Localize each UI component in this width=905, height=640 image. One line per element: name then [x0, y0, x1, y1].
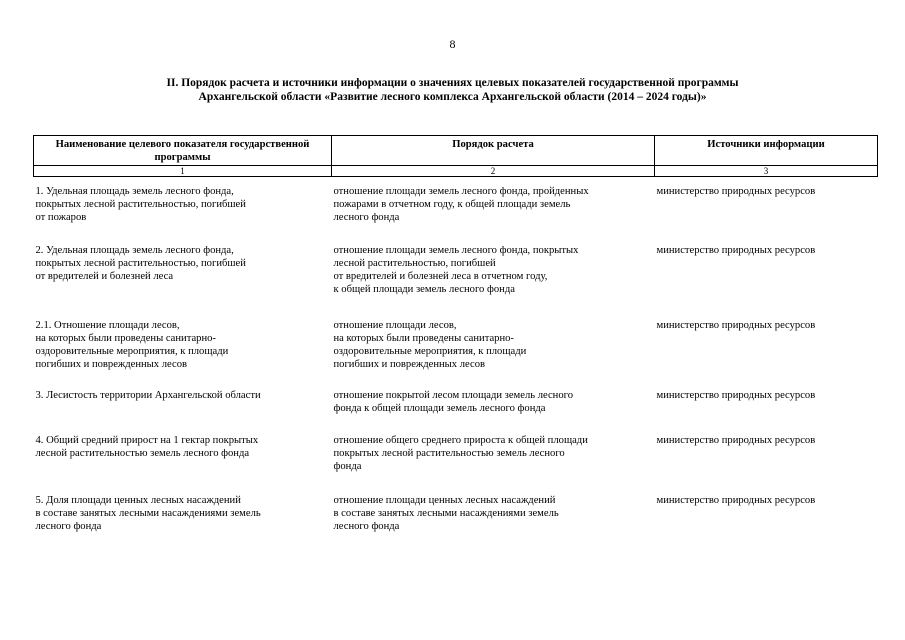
section-heading	[0, 76, 905, 104]
information-source: министерство природных ресурсов	[656, 495, 816, 506]
calculation-method: отношение общего среднего прироста к общей площади покрытых лесной растительностью земель лесного фонда	[333, 435, 588, 472]
page-number: 8	[449, 37, 456, 51]
header-information-source: Источники информации	[655, 136, 878, 166]
table-header-row	[34, 136, 878, 166]
section-heading-line-1: II. Порядок расчета и источники информации о значениях целевых показателей государственной программы	[166, 77, 739, 89]
information-source: министерство природных ресурсов	[656, 186, 816, 197]
calculation-method: отношение покрытой лесом площади земель лесного фонда к общей площади земель лесного фонда	[333, 390, 574, 414]
information-source: министерство природных ресурсов	[656, 245, 816, 256]
calculation-method: отношение площади земель лесного фонда, пройденных пожарами в отчетном году, к общей площади земель лесного фонда	[333, 186, 589, 223]
table-row	[34, 494, 878, 544]
information-source: министерство природных ресурсов	[656, 320, 816, 331]
header-indicator-name: Наименование целевого показателя государственной программы	[34, 136, 332, 166]
column-number-2: 2	[332, 166, 655, 177]
indicator-name: 2. Удельная площадь земель лесного фонда, покрытых лесной растительностью, погибшей от вредителей и болезней леса	[35, 245, 246, 282]
calculation-method: отношение площади ценных лесных насаждений в составе занятых лесными насаждениями земель лесного фонда	[333, 495, 559, 532]
table-row	[34, 319, 878, 389]
calculation-method: отношение площади лесов, на которых были проведены санитарно- оздоровительные мероприятия, к площади погибших и поврежденных лесов	[333, 320, 527, 370]
information-source: министерство природных ресурсов	[656, 435, 816, 446]
information-source: министерство природных ресурсов	[656, 390, 816, 401]
indicator-name: 3. Лесистость территории Архангельской области	[35, 390, 261, 401]
column-number-1: 1	[34, 166, 332, 177]
calculation-method: отношение площади земель лесного фонда, покрытых лесной растительностью, погибшей от вредителей и болезней леса в отчетном году, к общей площади земель лесного фонда	[333, 245, 579, 295]
table-row	[34, 434, 878, 494]
indicators-table	[33, 135, 878, 544]
indicator-name: 2.1. Отношение площади лесов, на которых были проведены санитарно- оздоровительные мероприятия, к площади погибших и поврежденных лесов	[35, 320, 229, 370]
table-row	[34, 244, 878, 319]
indicator-name: 4. Общий средний прирост на 1 гектар покрытых лесной растительностью земель лесного фонда	[35, 435, 259, 459]
indicator-name: 1. Удельная площадь земель лесного фонда, покрытых лесной растительностью, погибшей от пожаров	[35, 186, 246, 223]
column-number-3: 3	[655, 166, 878, 177]
header-calculation-method: Порядок расчета	[332, 136, 655, 166]
section-heading-line-2: Архангельской области «Развитие лесного комплекса Архангельской области (2014 – 2024 годы)»	[198, 91, 707, 103]
column-number-row	[34, 166, 878, 177]
table-row	[34, 177, 878, 245]
indicator-name: 5. Доля площади ценных лесных насаждений в составе занятых лесными насаждениями земель лесного фонда	[35, 495, 261, 532]
table-row	[34, 389, 878, 434]
